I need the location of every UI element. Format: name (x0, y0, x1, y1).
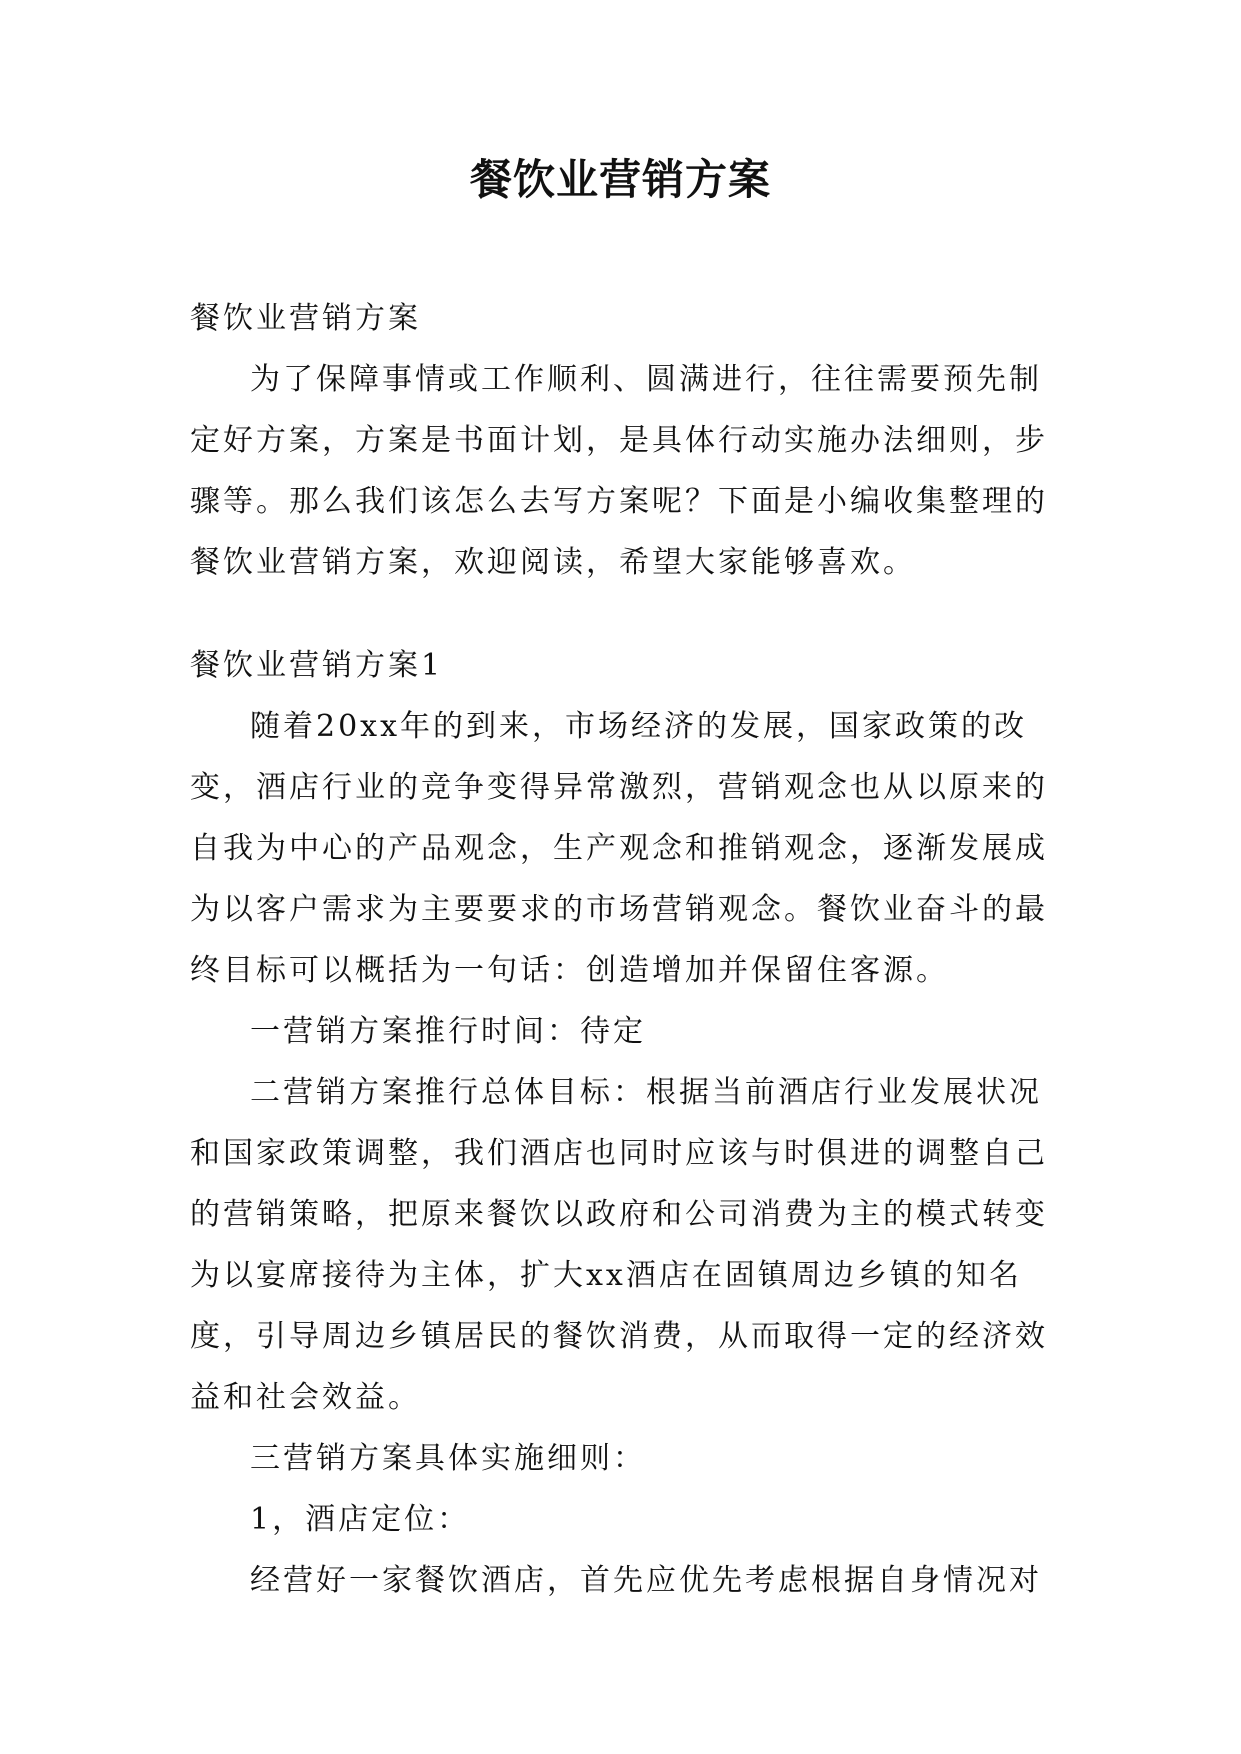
plan-subitem-1: 1，酒店定位： (250, 1502, 471, 1537)
document-body (190, 288, 1050, 1611)
plan-subitem-1-paragraph: 经营好一家餐饮酒店，首先应优先考虑根据自身情况对 (250, 1563, 1042, 1598)
document-title: 餐饮业营销方案 (469, 155, 771, 204)
section1-paragraph: 随着20xx年的到来，市场经济的发展，国家政策的改变，酒店行业的竞争变得异常激烈，营销观念也从以原来的自我为中心的产品观念，生产观念和推销观念，逐渐发展成为以客户需求为主要要求的市场营销观念。餐饮业奋斗的最终目标可以概括为一句话：创造增加并保留住客源。 (190, 709, 1048, 988)
plan-item-2: 二营销方案推行总体目标：根据当前酒店行业发展状况和国家政策调整，我们酒店也同时应该与时俱进的调整自己的营销策略，把原来餐饮以政府和公司消费为主的模式转变为以宴席接待为主体，扩大xx酒店在固镇周边乡镇的知名度，引导周边乡镇居民的餐饮消费，从而取得一定的经济效益和社会效益。 (190, 1075, 1048, 1415)
intro-paragraph: 为了保障事情或工作顺利、圆满进行，往往需要预先制定好方案，方案是书面计划，是具体行动实施办法细则，步骤等。那么我们该怎么去写方案呢？下面是小编收集整理的餐饮业营销方案，欢迎阅读，希望大家能够喜欢。 (190, 362, 1048, 580)
section-spacer (190, 593, 1050, 635)
plan-item-3: 三营销方案具体实施细则： (250, 1441, 646, 1476)
section1-heading: 餐饮业营销方案1 (190, 648, 444, 683)
intro-heading: 餐饮业营销方案 (190, 301, 421, 336)
plan-item-1: 一营销方案推行时间：待定 (250, 1014, 646, 1049)
